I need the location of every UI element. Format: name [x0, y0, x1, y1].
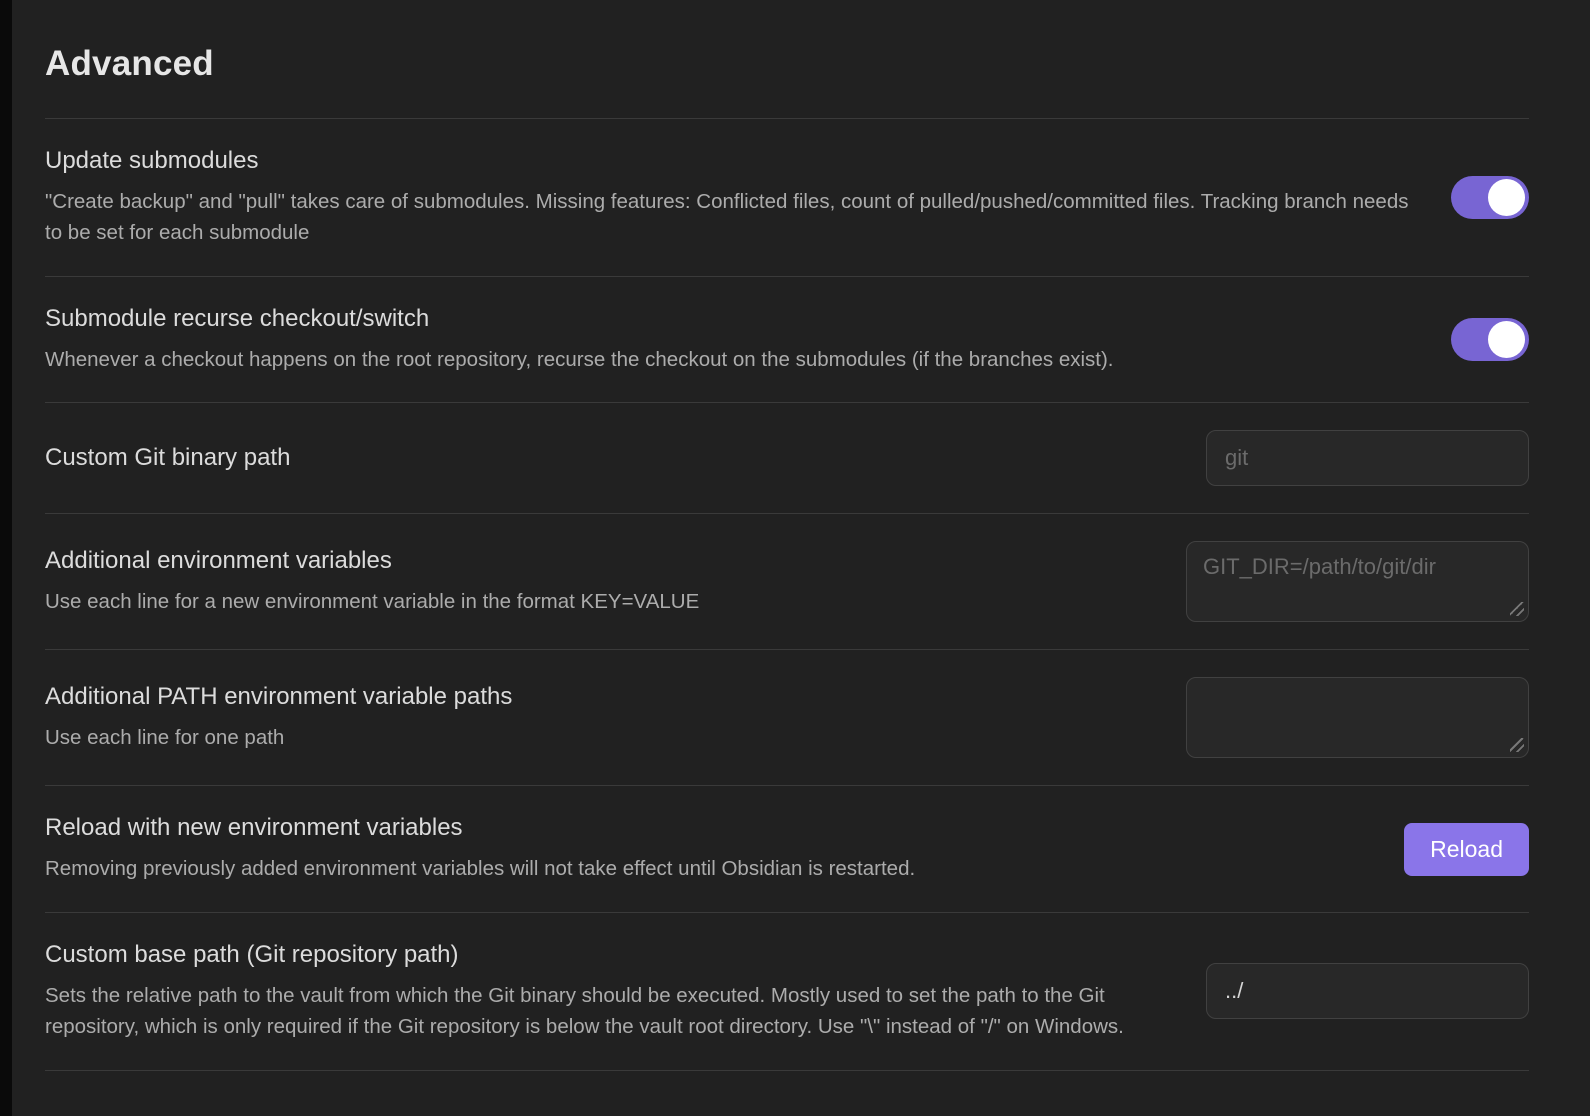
- submodule-recurse-toggle[interactable]: [1451, 318, 1529, 361]
- setting-description: "Create backup" and "pull" takes care of submodules. Missing features: Conflicted files, count of pulled/pushed/committed files. Tracking branch needs to be set for each submodule: [45, 190, 1409, 244]
- setting-info: [45, 546, 1186, 618]
- setting-name: Update submodules: [45, 147, 259, 174]
- setting-row-custom-base-path: [45, 912, 1529, 1070]
- textarea-wrapper: [1186, 541, 1529, 622]
- setting-description: Whenever a checkout happens on the root repository, recurse the checkout on the submodules (if the branches exist).: [45, 347, 1114, 371]
- setting-info: [45, 813, 1404, 885]
- setting-control: [1186, 541, 1529, 622]
- setting-info: [45, 940, 1206, 1043]
- setting-row-reload-with-new-env-variables: [45, 785, 1529, 912]
- setting-row-additional-env-variables: [45, 513, 1529, 649]
- toggle-knob: [1488, 321, 1525, 358]
- setting-name: Additional PATH environment variable paths: [45, 682, 513, 710]
- setting-control: [1451, 318, 1529, 361]
- setting-info: [45, 682, 1186, 754]
- setting-name: Reload with new environment variables: [45, 814, 463, 842]
- setting-description: Use each line for a new environment variable in the format KEY=VALUE: [45, 589, 700, 613]
- setting-name: Custom base path (Git repository path): [45, 941, 459, 968]
- setting-description: Removing previously added environment variables will not take effect until Obsidian is restarted.: [45, 857, 916, 881]
- setting-description: Use each line for one path: [45, 725, 285, 749]
- setting-info: [45, 304, 1451, 376]
- setting-name: Custom Git binary path: [45, 444, 291, 472]
- page-title: Advanced: [45, 44, 214, 83]
- textarea-wrapper: [1186, 677, 1529, 758]
- setting-control: [1206, 430, 1529, 486]
- setting-info: [45, 443, 1206, 473]
- toggle-knob: [1488, 179, 1525, 216]
- update-submodules-toggle[interactable]: [1451, 176, 1529, 219]
- setting-control: [1206, 963, 1529, 1019]
- setting-name: Submodule recurse checkout/switch: [45, 304, 430, 332]
- additional-path-env-variable-paths-textarea[interactable]: [1186, 677, 1529, 758]
- setting-control: [1404, 823, 1529, 876]
- setting-name: Additional environment variables: [45, 546, 392, 574]
- setting-row-custom-git-binary-path: [45, 402, 1529, 513]
- setting-control: [1451, 176, 1529, 219]
- setting-row-update-submodules: [45, 118, 1529, 276]
- additional-env-variables-textarea[interactable]: [1186, 541, 1529, 622]
- reload-button[interactable]: Reload: [1404, 823, 1529, 876]
- setting-row-submodule-recurse: [45, 276, 1529, 403]
- custom-base-path-input[interactable]: [1206, 963, 1529, 1019]
- custom-git-binary-path-input[interactable]: [1206, 430, 1529, 486]
- section-divider: [45, 1070, 1529, 1071]
- setting-description: Sets the relative path to the vault from which the Git binary should be executed. Mostly used to set the path to the Git repository, which is only required if the Git repository is below the vault root directory. Use "\" instead of "/" on Windows.: [45, 984, 1124, 1038]
- setting-row-additional-path-env-variable-paths: [45, 649, 1529, 785]
- setting-control: [1186, 677, 1529, 758]
- setting-info: [45, 146, 1451, 249]
- window-edge: [0, 0, 12, 1116]
